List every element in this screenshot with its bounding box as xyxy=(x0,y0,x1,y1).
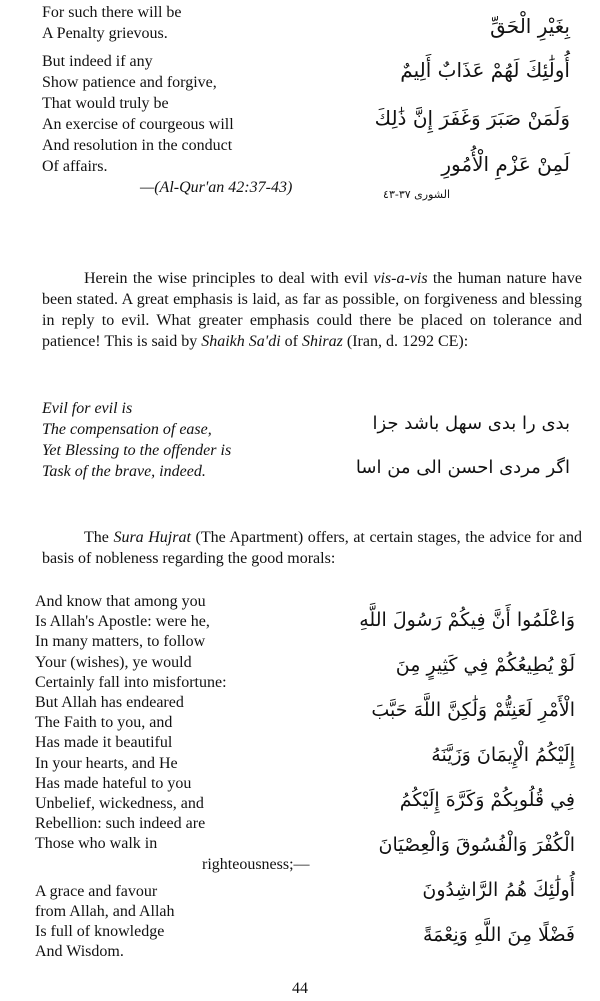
arabic-line: وَاعْلَمُوا أَنَّ فِيكُمْ رَسُولَ اللَّهِ xyxy=(359,609,575,631)
arabic-line: لَمِنْ عَزْمِ الْأُمُورِ xyxy=(441,152,570,176)
verse-line: Rebellion: such indeed are xyxy=(35,815,206,833)
verse-line: But indeed if any xyxy=(42,53,153,70)
arabic-line: فَضْلًا مِنَ اللَّهِ وَنِعْمَةً xyxy=(423,924,575,946)
poem-line: Yet Blessing to the offender is xyxy=(42,442,232,459)
arabic-reference: الشورى ٣٧-٤٣ xyxy=(383,188,450,201)
arabic-line: وَلَمَنْ صَبَرَ وَغَفَرَ إِنَّ ذَٰلِكَ xyxy=(374,106,570,130)
verse-line: In many matters, to follow xyxy=(35,633,206,651)
verse-line: And Wisdom. xyxy=(35,943,124,961)
verse-line: A Penalty grievous. xyxy=(42,25,168,42)
arabic-line: الْأَمْرِ لَعَنِتُّمْ وَلَٰكِنَّ اللَّهَ حَبَّبَ xyxy=(371,699,575,721)
verse-line: A grace and favour xyxy=(35,882,158,900)
verse-line: Is Allah's Apostle: were he, xyxy=(35,613,210,631)
verse-line: An exercise of courgeous will xyxy=(42,116,234,133)
verse-line: And know that among you xyxy=(35,593,206,610)
verse-line: righteousness;— xyxy=(202,855,310,873)
page-number: 44 xyxy=(292,980,308,997)
verse-line: Show patience and forgive, xyxy=(42,74,217,91)
verse-line: In your hearts, and He xyxy=(35,754,178,772)
verse-line: For such there will be xyxy=(42,4,182,21)
persian-line: اگر مردی احسن الی من اسا xyxy=(355,457,570,478)
verse-citation: —(Al-Qur'an 42:37-43) xyxy=(140,179,293,196)
poem-line: Task of the brave, indeed. xyxy=(42,463,206,480)
verse-line: Has made hateful to you xyxy=(35,774,192,792)
arabic-line: الْكُفْرَ وَالْفُسُوقَ وَالْعِصْيَانَ xyxy=(378,834,575,856)
arabic-verse-1 xyxy=(315,6,570,204)
poem-persian xyxy=(310,402,570,490)
verse-english-2 xyxy=(35,592,310,963)
body-paragraph-1: Herein the wise principles to deal with evil vis-a-vis the human nature have been stated. A great emphasis is laid, as far as possible, on forgiveness and blessing in reply to evil. What greater emphasis could there be placed on tolerance and patience! This is said by Shaikh Sa'di of Shiraz (Iran, d. 1292 CE): xyxy=(42,270,582,350)
verse-line: But Allah has endeared xyxy=(35,694,184,712)
verse-line: from Allah, and Allah xyxy=(35,903,175,921)
verse-line: Unbelief, wickedness, and xyxy=(35,795,204,813)
arabic-line: أُولَٰئِكَ لَهُمْ عَذَابٌ أَلِيمٌ xyxy=(400,58,570,82)
arabic-line: لَوْ يُطِيعُكُمْ فِي كَثِيرٍ مِنَ xyxy=(395,654,575,676)
arabic-verse-2 xyxy=(310,598,575,958)
arabic-line: أُولَٰئِكَ هُمُ الرَّاشِدُونَ xyxy=(422,879,575,901)
arabic-line: إِلَيْكُمُ الْإِيمَانَ وَزَيَّنَهُ xyxy=(431,744,575,766)
arabic-line: بِغَيْرِ الْحَقِّ xyxy=(490,14,570,38)
body-paragraph-2: The Sura Hujrat (The Apartment) offers, at certain stages, the advice for and basis of nobleness regarding the good morals: xyxy=(42,529,582,567)
verse-line: And resolution in the conduct xyxy=(42,137,233,154)
verse-english-1 xyxy=(42,2,292,198)
verse-line: Of affairs. xyxy=(42,158,108,175)
poem-english xyxy=(42,398,231,482)
verse-line: Has made it beautiful xyxy=(35,734,173,752)
verse-line: That would truly be xyxy=(42,95,169,112)
verse-line: Is full of knowledge xyxy=(35,923,165,941)
persian-line: بدی را بدی سهل باشد جزا xyxy=(372,413,570,434)
poem-line: Evil for evil is xyxy=(42,400,133,417)
arabic-line: فِي قُلُوبِكُمْ وَكَرَّهَ إِلَيْكُمُ xyxy=(399,789,575,811)
poem-line: The compensation of ease, xyxy=(42,421,212,438)
verse-line: Certainly fall into misfortune: xyxy=(35,673,227,691)
verse-line: Your (wishes), ye would xyxy=(35,653,192,671)
verse-line: Those who walk in xyxy=(35,835,158,853)
verse-line: The Faith to you, and xyxy=(35,714,173,732)
